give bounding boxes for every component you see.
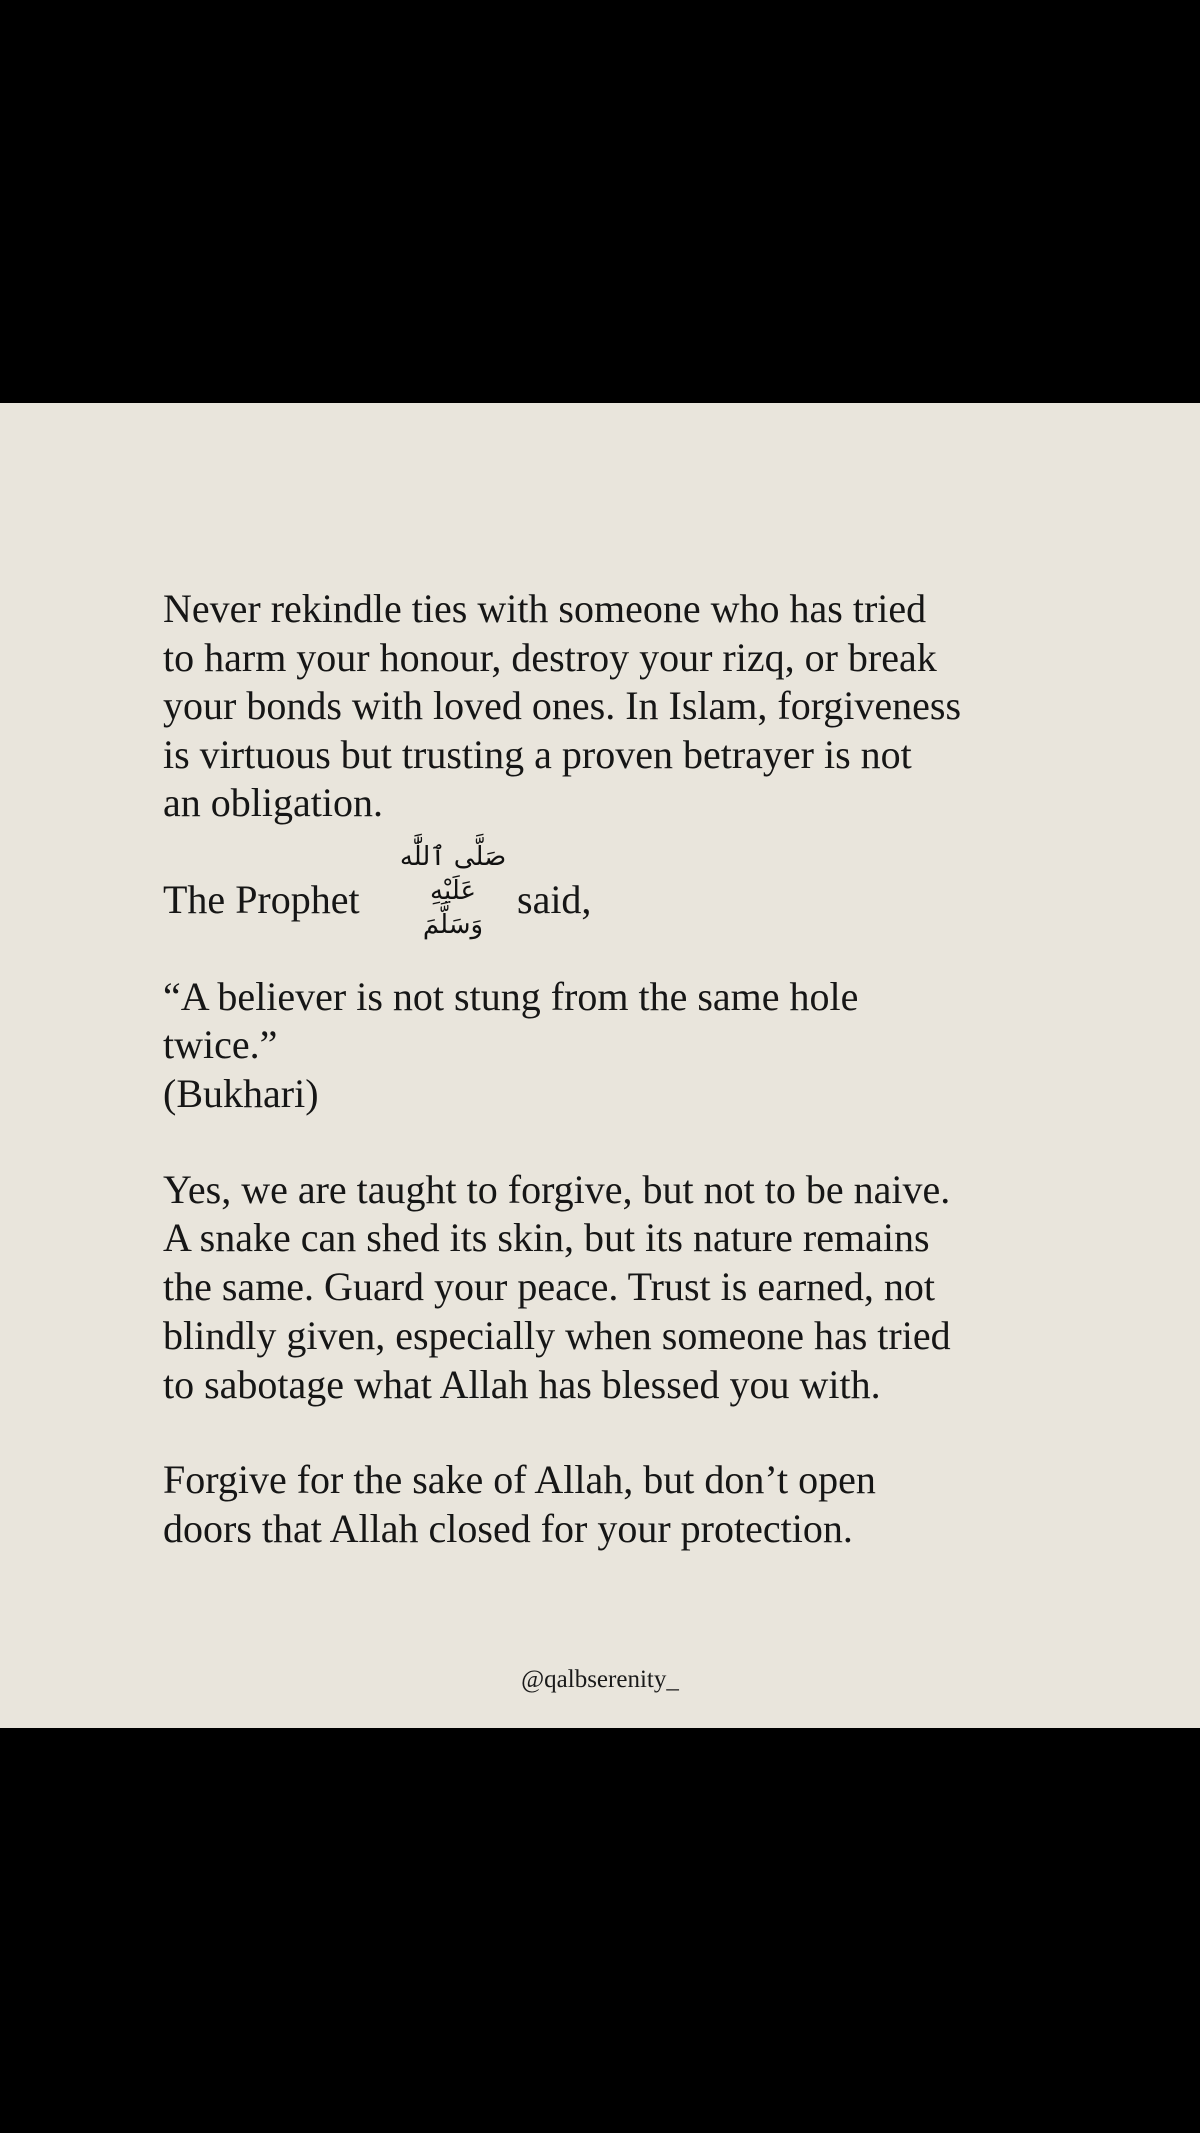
paragraph2-line: Yes, we are taught to forgive, but not to be naive. <box>163 1167 951 1212</box>
paragraph3-line: Forgive for the sake of Allah, but don’t open <box>163 1457 876 1502</box>
paragraph2-line: A snake can shed its skin, but its nature remains <box>163 1215 930 1260</box>
honorific-line: عَلَيْهِ وَسَلَّمَ <box>422 876 484 940</box>
hadith-source: (Bukhari) <box>163 1071 319 1116</box>
honorific-calligraphy <box>398 840 508 970</box>
paragraph2-line: blindly given, especially when someone has tried <box>163 1313 951 1358</box>
paragraph2-line: the same. Guard your peace. Trust is earned, not <box>163 1264 936 1309</box>
paragraph1-line: Never rekindle ties with someone who has tried <box>163 586 927 631</box>
honorific-line: صَلَّى ٱللَّٰه <box>399 842 507 872</box>
paragraph2-line: to sabotage what Allah has blessed you with. <box>163 1362 881 1407</box>
paragraph1-line: is virtuous but trusting a proven betrayer is not <box>163 732 912 777</box>
said-text: said, <box>517 877 592 922</box>
hadith-quote-line: twice.” <box>163 1022 278 1067</box>
paragraph1-line: your bonds with loved ones. In Islam, forgiveness <box>163 683 962 728</box>
prophet-text: The Prophet <box>163 877 360 922</box>
author-handle: @qalbserenity_ <box>521 1666 679 1693</box>
paragraph3-line: doors that Allah closed for your protection. <box>163 1506 853 1551</box>
hadith-quote-line: “A believer is not stung from the same hole <box>163 974 859 1019</box>
paragraph1-line: to harm your honour, destroy your rizq, or break <box>163 635 937 680</box>
paragraph1-line: an obligation. <box>163 780 383 825</box>
